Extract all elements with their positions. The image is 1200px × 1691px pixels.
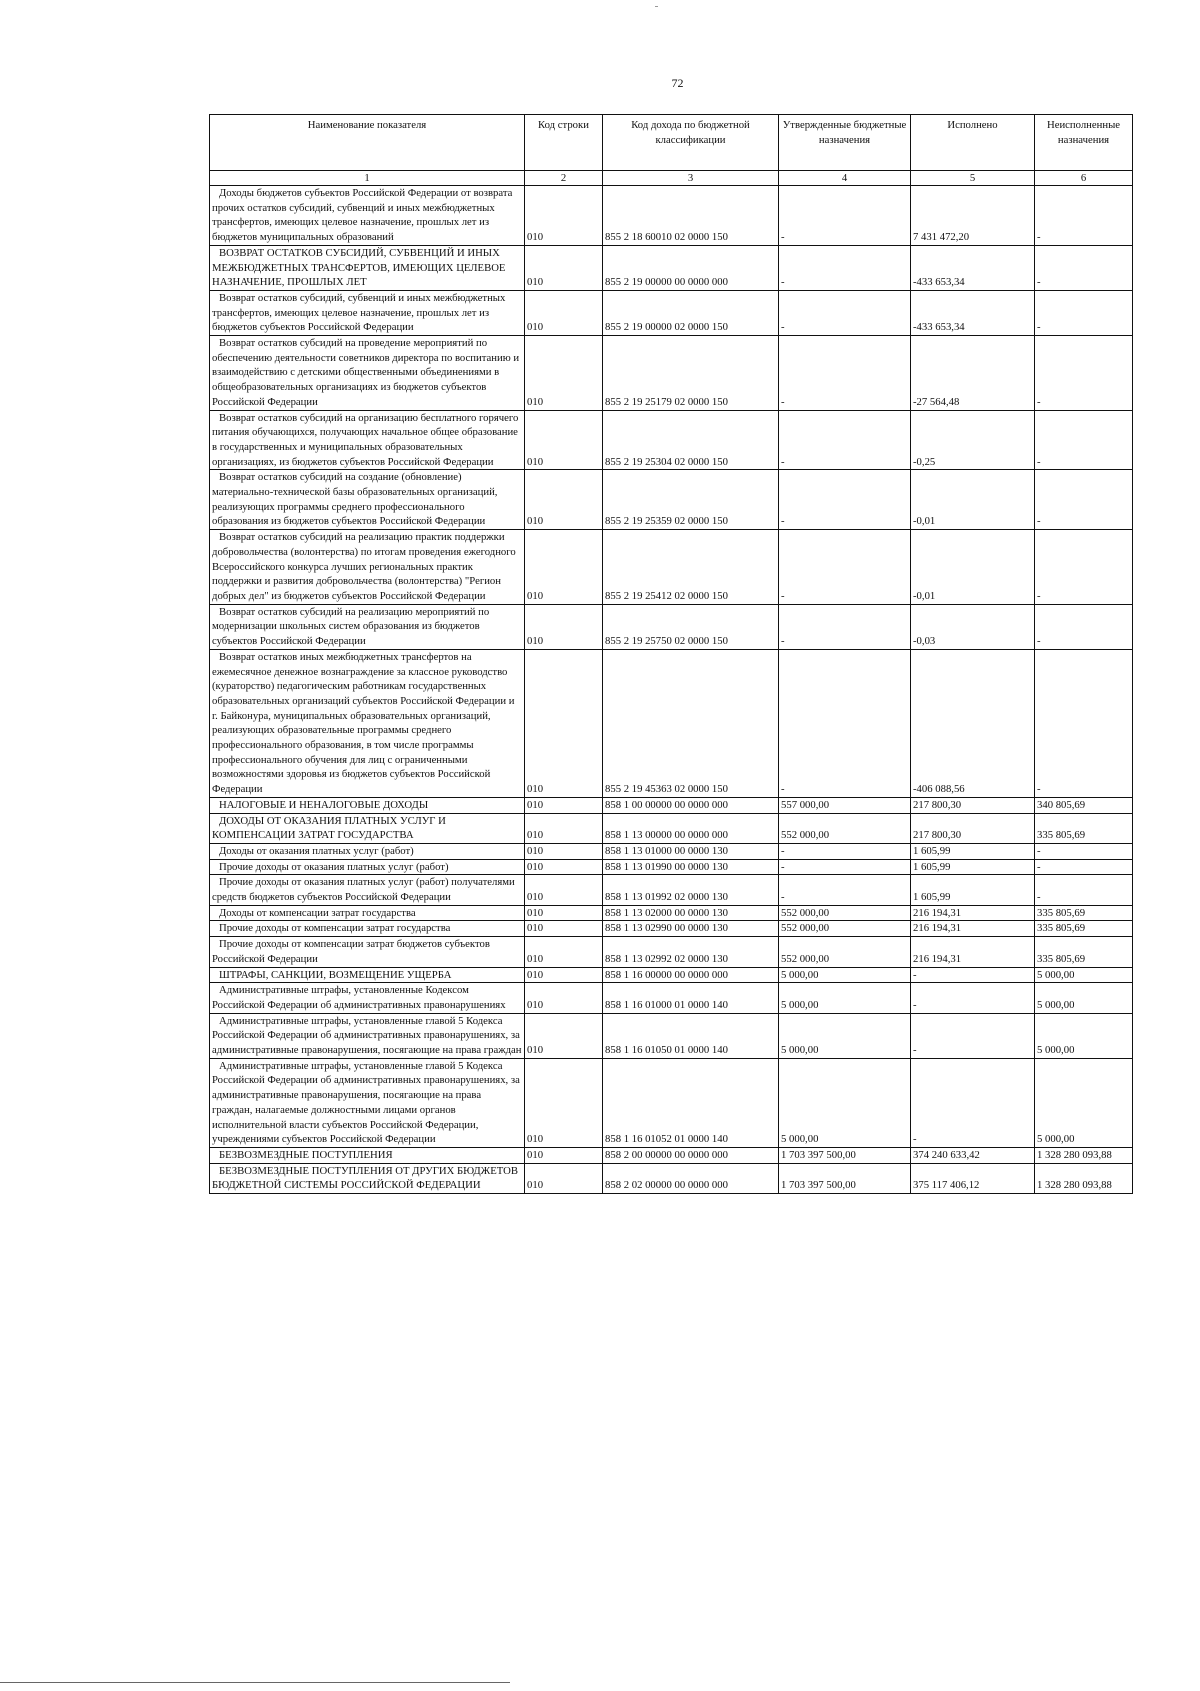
executed-amount-cell: 1 605,99 — [911, 843, 1035, 859]
income-code-cell: 858 1 13 02000 00 0000 130 — [603, 905, 779, 921]
executed-amount-cell: - — [911, 1058, 1035, 1147]
indicator-name-cell — [210, 983, 525, 1013]
table-body — [210, 186, 1133, 1194]
executed-amount-cell: -0,03 — [911, 604, 1035, 649]
table-row — [210, 290, 1133, 335]
indicator-name-cell — [210, 245, 525, 290]
line-code-cell: 010 — [525, 290, 603, 335]
approved-amount-cell: 557 000,00 — [779, 797, 911, 813]
indicator-name-cell — [210, 410, 525, 470]
header-income-code: Код дохода по бюджетной классификации — [603, 115, 779, 171]
unexecuted-amount-cell: 335 805,69 — [1035, 937, 1133, 967]
income-code-cell: 858 1 13 02990 00 0000 130 — [603, 921, 779, 937]
indicator-name-text: Доходы от компенсации затрат государства — [219, 906, 416, 919]
table-row — [210, 1058, 1133, 1147]
table-row — [210, 1163, 1133, 1193]
table-row — [210, 245, 1133, 290]
unexecuted-amount-cell: 5 000,00 — [1035, 1058, 1133, 1147]
executed-amount-cell: -0,01 — [911, 470, 1035, 530]
approved-amount-cell: - — [779, 336, 911, 411]
table-row — [210, 649, 1133, 797]
executed-amount-cell: 217 800,30 — [911, 813, 1035, 843]
unexecuted-amount-cell: - — [1035, 530, 1133, 605]
line-code-cell: 010 — [525, 1148, 603, 1164]
indicator-name-cell — [210, 336, 525, 411]
unexecuted-amount-cell: - — [1035, 875, 1133, 905]
indicator-name-cell — [210, 290, 525, 335]
page-bottom-rule — [0, 1682, 510, 1683]
indicator-name-cell — [210, 921, 525, 937]
unexecuted-amount-cell: 335 805,69 — [1035, 813, 1133, 843]
executed-amount-cell: -406 088,56 — [911, 649, 1035, 797]
column-number: 4 — [779, 171, 911, 186]
income-report-table — [209, 114, 1133, 1194]
executed-amount-cell: 1 605,99 — [911, 875, 1035, 905]
line-code-cell: 010 — [525, 921, 603, 937]
income-code-cell: 855 2 18 60010 02 0000 150 — [603, 186, 779, 246]
income-code-cell: 858 1 13 01992 02 0000 130 — [603, 875, 779, 905]
indicator-name-text: Возврат остатков субсидий на создание (обновление) материально-технической базы образовательных организаций, реализующих программы среднего профессионального образования из бюджетов субъектов Российской Федерации — [212, 471, 498, 528]
indicator-name-text: Административные штрафы, установленные главой 5 Кодекса Российской Федерации об административных правонарушениях, за административные правонарушения, посягающие на права граждан, налагаемые должностными лицами органов исполнительной власти субъектов Российской Федерации, учреждениями субъектов Российской Федерации — [212, 1059, 520, 1146]
indicator-name-text: Прочие доходы от оказания платных услуг (работ) — [219, 860, 449, 873]
table-row — [210, 859, 1133, 875]
approved-amount-cell: - — [779, 604, 911, 649]
approved-amount-cell: 5 000,00 — [779, 967, 911, 983]
approved-amount-cell: 552 000,00 — [779, 905, 911, 921]
header-approved: Утвержденные бюджетные назначения — [779, 115, 911, 171]
table-row — [210, 843, 1133, 859]
approved-amount-cell: - — [779, 186, 911, 246]
indicator-name-text: Возврат остатков субсидий на реализацию мероприятий по модернизации школьных систем образования из бюджетов субъектов Российской Федерации — [212, 605, 490, 648]
income-code-cell: 858 1 13 01000 00 0000 130 — [603, 843, 779, 859]
indicator-name-text: Прочие доходы от компенсации затрат бюджетов субъектов Российской Федерации — [212, 938, 490, 965]
table-row — [210, 813, 1133, 843]
column-number-row — [210, 171, 1133, 186]
unexecuted-amount-cell: - — [1035, 410, 1133, 470]
line-code-cell: 010 — [525, 937, 603, 967]
approved-amount-cell: - — [779, 875, 911, 905]
indicator-name-cell — [210, 937, 525, 967]
line-code-cell: 010 — [525, 410, 603, 470]
income-code-cell: 858 1 13 01990 00 0000 130 — [603, 859, 779, 875]
income-code-cell: 858 2 00 00000 00 0000 000 — [603, 1148, 779, 1164]
indicator-name-text: ДОХОДЫ ОТ ОКАЗАНИЯ ПЛАТНЫХ УСЛУГ И КОМПЕНСАЦИИ ЗАТРАТ ГОСУДАРСТВА — [212, 814, 446, 842]
indicator-name-text: Прочие доходы от оказания платных услуг (работ) получателями средств бюджетов субъектов Российской Федерации — [212, 876, 515, 904]
column-number: 6 — [1035, 171, 1133, 186]
table-header-row — [210, 115, 1133, 171]
header-indicator-name: Наименование показателя — [210, 115, 525, 171]
line-code-cell: 010 — [525, 875, 603, 905]
indicator-name-cell — [210, 905, 525, 921]
executed-amount-cell: 216 194,31 — [911, 921, 1035, 937]
header-unexecuted: Неисполненные назначения — [1035, 115, 1133, 171]
income-code-cell: 858 1 00 00000 00 0000 000 — [603, 797, 779, 813]
indicator-name-text: НАЛОГОВЫЕ И НЕНАЛОГОВЫЕ ДОХОДЫ — [219, 798, 429, 811]
indicator-name-cell — [210, 797, 525, 813]
indicator-name-cell — [210, 186, 525, 246]
indicator-name-cell — [210, 967, 525, 983]
indicator-name-text: Доходы бюджетов субъектов Российской Федерации от возврата прочих остатков субсидий, субвенций и иных межбюджетных трансфертов, имеющих целевое назначение, прошлых лет из бюджетов муниципальных образований — [212, 187, 513, 244]
table-row — [210, 410, 1133, 470]
table-row — [210, 1148, 1133, 1164]
column-number: 1 — [210, 171, 525, 186]
approved-amount-cell: 5 000,00 — [779, 1013, 911, 1058]
approved-amount-cell: - — [779, 843, 911, 859]
executed-amount-cell: 375 117 406,12 — [911, 1163, 1035, 1193]
executed-amount-cell: -0,01 — [911, 530, 1035, 605]
indicator-name-cell — [210, 1013, 525, 1058]
table-row — [210, 875, 1133, 905]
executed-amount-cell: -0,25 — [911, 410, 1035, 470]
unexecuted-amount-cell: - — [1035, 649, 1133, 797]
line-code-cell: 010 — [525, 604, 603, 649]
indicator-name-cell — [210, 649, 525, 797]
income-code-cell: 855 2 19 25304 02 0000 150 — [603, 410, 779, 470]
approved-amount-cell: 5 000,00 — [779, 1058, 911, 1147]
line-code-cell: 010 — [525, 905, 603, 921]
line-code-cell: 010 — [525, 336, 603, 411]
executed-amount-cell: -27 564,48 — [911, 336, 1035, 411]
line-code-cell: 010 — [525, 813, 603, 843]
income-code-cell: 858 1 13 00000 00 0000 000 — [603, 813, 779, 843]
line-code-cell: 010 — [525, 1163, 603, 1193]
indicator-name-text: БЕЗВОЗМЕЗДНЫЕ ПОСТУПЛЕНИЯ ОТ ДРУГИХ БЮДЖЕТОВ БЮДЖЕТНОЙ СИСТЕМЫ РОССИЙСКОЙ ФЕДЕРАЦИИ — [212, 1164, 518, 1192]
table-row — [210, 186, 1133, 246]
income-code-cell: 855 2 19 25750 02 0000 150 — [603, 604, 779, 649]
income-code-cell: 858 1 16 00000 00 0000 000 — [603, 967, 779, 983]
executed-amount-cell: - — [911, 967, 1035, 983]
unexecuted-amount-cell: - — [1035, 470, 1133, 530]
indicator-name-text: Возврат остатков субсидий, субвенций и иных межбюджетных трансфертов, имеющих целевое назначение, прошлых лет из бюджетов субъектов Российской Федерации — [212, 291, 506, 334]
indicator-name-text: Административные штрафы, установленные главой 5 Кодекса Российской Федерации об административных правонарушениях, за административные правонарушения, посягающие на права граждан — [212, 1014, 522, 1057]
table-row — [210, 983, 1133, 1013]
unexecuted-amount-cell: - — [1035, 843, 1133, 859]
unexecuted-amount-cell: - — [1035, 290, 1133, 335]
unexecuted-amount-cell: 335 805,69 — [1035, 905, 1133, 921]
page-number: 72 — [671, 76, 684, 90]
table-row — [210, 336, 1133, 411]
income-code-cell: 855 2 19 00000 02 0000 150 — [603, 290, 779, 335]
unexecuted-amount-cell: 5 000,00 — [1035, 983, 1133, 1013]
line-code-cell: 010 — [525, 983, 603, 1013]
unexecuted-amount-cell: - — [1035, 336, 1133, 411]
approved-amount-cell: - — [779, 470, 911, 530]
indicator-name-text: БЕЗВОЗМЕЗДНЫЕ ПОСТУПЛЕНИЯ — [219, 1149, 393, 1161]
column-number: 5 — [911, 171, 1035, 186]
table-row — [210, 937, 1133, 967]
line-code-cell: 010 — [525, 1058, 603, 1147]
approved-amount-cell: - — [779, 530, 911, 605]
indicator-name-cell — [210, 813, 525, 843]
indicator-name-cell — [210, 470, 525, 530]
unexecuted-amount-cell: 5 000,00 — [1035, 967, 1133, 983]
table-row — [210, 470, 1133, 530]
income-code-cell: 858 1 16 01000 01 0000 140 — [603, 983, 779, 1013]
approved-amount-cell: 552 000,00 — [779, 937, 911, 967]
income-code-cell: 858 1 16 01050 01 0000 140 — [603, 1013, 779, 1058]
table-row — [210, 604, 1133, 649]
executed-amount-cell: 374 240 633,42 — [911, 1148, 1035, 1164]
indicator-name-text: ШТРАФЫ, САНКЦИИ, ВОЗМЕЩЕНИЕ УЩЕРБА — [219, 968, 452, 981]
approved-amount-cell: - — [779, 410, 911, 470]
approved-amount-cell: 1 703 397 500,00 — [779, 1148, 911, 1164]
indicator-name-cell — [210, 875, 525, 905]
income-code-cell: 855 2 19 25179 02 0000 150 — [603, 336, 779, 411]
table-row — [210, 530, 1133, 605]
unexecuted-amount-cell: 5 000,00 — [1035, 1013, 1133, 1058]
executed-amount-cell: 216 194,31 — [911, 905, 1035, 921]
approved-amount-cell: 5 000,00 — [779, 983, 911, 1013]
indicator-name-text: Возврат остатков иных межбюджетных трансфертов на ежемесячное денежное вознаграждение за классное руководство (кураторство) педагогическим работникам государственных образовательных организаций субъектов Российской Федерации и г. Байконура, муниципальных образовательных организаций, реализующих образовательные программы среднего профессионального образования, в том числе программы профессионального обучения для лиц с ограниченными возможностями здоровья из бюджетов субъектов Российской Федерации — [212, 650, 515, 796]
scan-speck — [655, 6, 658, 7]
unexecuted-amount-cell: - — [1035, 604, 1133, 649]
unexecuted-amount-cell: 1 328 280 093,88 — [1035, 1163, 1133, 1193]
indicator-name-cell — [210, 1163, 525, 1193]
executed-amount-cell: - — [911, 1013, 1035, 1058]
line-code-cell: 010 — [525, 1013, 603, 1058]
executed-amount-cell: 7 431 472,20 — [911, 186, 1035, 246]
executed-amount-cell: 217 800,30 — [911, 797, 1035, 813]
executed-amount-cell: 1 605,99 — [911, 859, 1035, 875]
unexecuted-amount-cell: 1 328 280 093,88 — [1035, 1148, 1133, 1164]
approved-amount-cell: - — [779, 859, 911, 875]
income-code-cell: 855 2 19 25412 02 0000 150 — [603, 530, 779, 605]
header-executed: Исполнено — [911, 115, 1035, 171]
indicator-name-cell — [210, 1148, 525, 1164]
approved-amount-cell: - — [779, 245, 911, 290]
income-code-cell: 855 2 19 45363 02 0000 150 — [603, 649, 779, 797]
table-row — [210, 905, 1133, 921]
indicator-name-cell — [210, 604, 525, 649]
executed-amount-cell: 216 194,31 — [911, 937, 1035, 967]
unexecuted-amount-cell: 340 805,69 — [1035, 797, 1133, 813]
column-number: 3 — [603, 171, 779, 186]
line-code-cell: 010 — [525, 470, 603, 530]
indicator-name-text: Прочие доходы от компенсации затрат государства — [219, 922, 451, 935]
approved-amount-cell: 1 703 397 500,00 — [779, 1163, 911, 1193]
approved-amount-cell: - — [779, 649, 911, 797]
line-code-cell: 010 — [525, 843, 603, 859]
indicator-name-text: Возврат остатков субсидий на проведение мероприятий по обеспечению деятельности советников директора по воспитанию и взаимодействию с детскими общественными объединениями в общеобразовательных организациях из бюджетов субъектов Российской Федерации — [212, 337, 520, 408]
indicator-name-cell — [210, 843, 525, 859]
line-code-cell: 010 — [525, 649, 603, 797]
indicator-name-text: Доходы от оказания платных услуг (работ) — [219, 844, 414, 857]
line-code-cell: 010 — [525, 859, 603, 875]
line-code-cell: 010 — [525, 530, 603, 605]
line-code-cell: 010 — [525, 967, 603, 983]
indicator-name-text: ВОЗВРАТ ОСТАТКОВ СУБСИДИЙ, СУБВЕНЦИЙ И ИНЫХ МЕЖБЮДЖЕТНЫХ ТРАНСФЕРТОВ, ИМЕЮЩИХ ЦЕЛЕВОЕ НАЗНАЧЕНИЕ, ПРОШЛЫХ ЛЕТ — [212, 246, 506, 289]
column-number: 2 — [525, 171, 603, 186]
table-row — [210, 797, 1133, 813]
executed-amount-cell: -433 653,34 — [911, 245, 1035, 290]
table-row — [210, 967, 1133, 983]
table-row — [210, 1013, 1133, 1058]
line-code-cell: 010 — [525, 186, 603, 246]
income-code-cell: 855 2 19 00000 00 0000 000 — [603, 245, 779, 290]
income-code-cell: 858 1 16 01052 01 0000 140 — [603, 1058, 779, 1147]
executed-amount-cell: -433 653,34 — [911, 290, 1035, 335]
indicator-name-text: Административные штрафы, установленные Кодексом Российской Федерации об административных правонарушениях — [212, 984, 506, 1011]
unexecuted-amount-cell: - — [1035, 859, 1133, 875]
indicator-name-cell — [210, 1058, 525, 1147]
executed-amount-cell: - — [911, 983, 1035, 1013]
header-line-code: Код строки — [525, 115, 603, 171]
table-row — [210, 921, 1133, 937]
income-code-cell: 855 2 19 25359 02 0000 150 — [603, 470, 779, 530]
line-code-cell: 010 — [525, 245, 603, 290]
approved-amount-cell: 552 000,00 — [779, 921, 911, 937]
unexecuted-amount-cell: - — [1035, 245, 1133, 290]
approved-amount-cell: - — [779, 290, 911, 335]
line-code-cell: 010 — [525, 797, 603, 813]
unexecuted-amount-cell: 335 805,69 — [1035, 921, 1133, 937]
indicator-name-cell — [210, 530, 525, 605]
indicator-name-cell — [210, 859, 525, 875]
unexecuted-amount-cell: - — [1035, 186, 1133, 246]
income-code-cell: 858 2 02 00000 00 0000 000 — [603, 1163, 779, 1193]
approved-amount-cell: 552 000,00 — [779, 813, 911, 843]
indicator-name-text: Возврат остатков субсидий на организацию бесплатного горячего питания обучающихся, получающих начальное общее образование в государственных и муниципальных образовательных организациях, из бюджетов субъектов Российской Федерации — [212, 411, 519, 468]
income-code-cell: 858 1 13 02992 02 0000 130 — [603, 937, 779, 967]
indicator-name-text: Возврат остатков субсидий на реализацию практик поддержки добровольчества (волонтерства) по итогам проведения ежегодного Всероссийского конкурса лучших региональных практик поддержки и развития добровольчества (волонтерства) "Регион добрых дел" из бюджетов субъектов Российской Федерации — [212, 531, 516, 602]
